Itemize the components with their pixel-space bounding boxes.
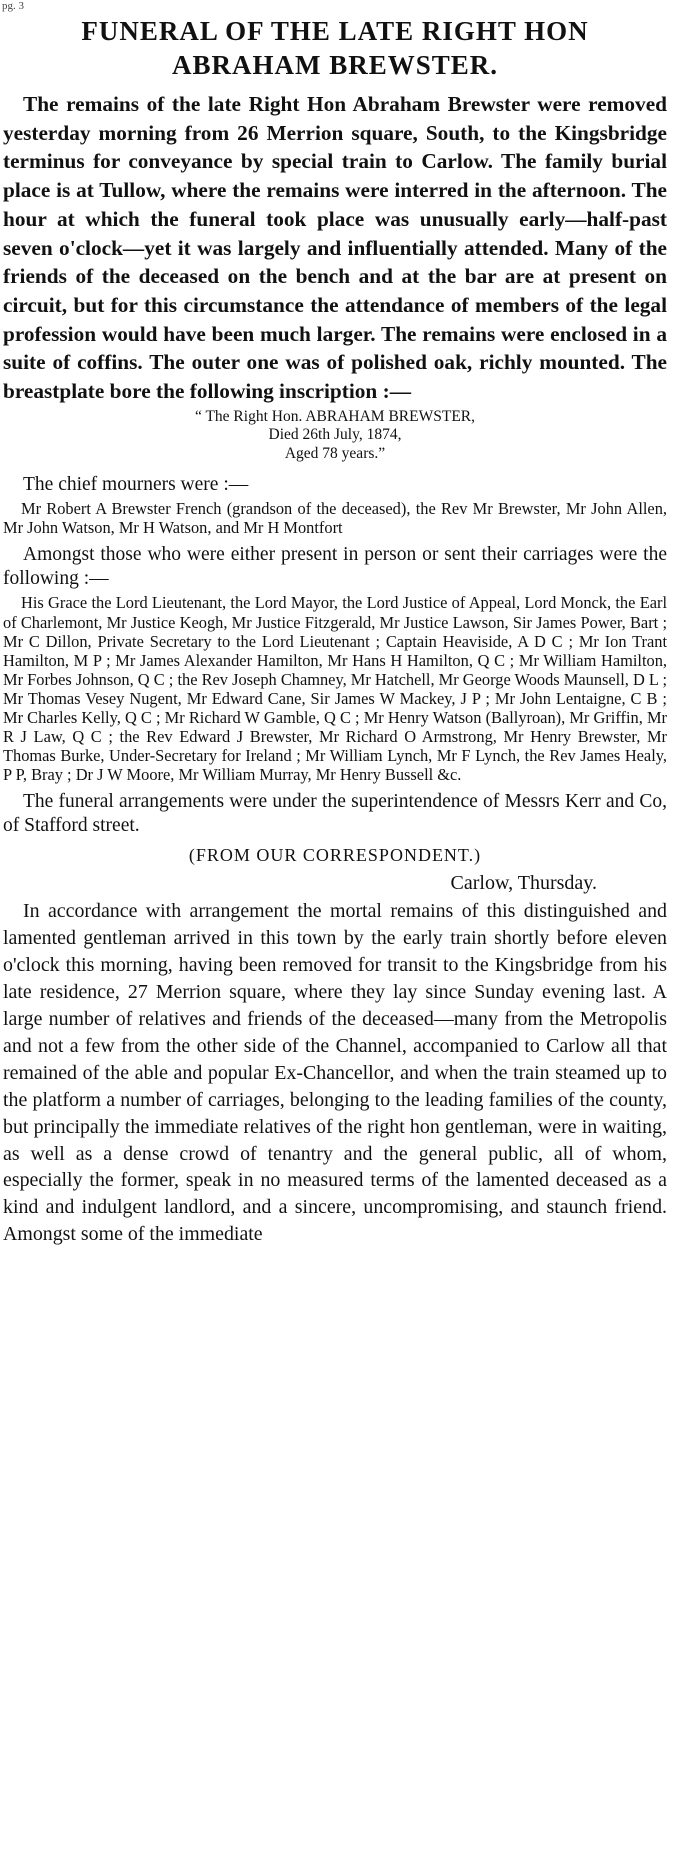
chief-mourners-heading: The chief mourners were :— [23,474,249,496]
attendees-list: His Grace the Lord Lieutenant, the Lord Mayor, the Lord Justice of Appeal, Lord Monck, the Earl of Charlemont, Mr Justice Keogh, Mr Justice Fitzgerald, Mr Justice Lawson, Sir James Power, Bart ; Mr C Dillon, Private Secretary to the Lord Lieutenant ; Captain Heaviside, A D C ; Mr Ion Trant Hamilton, M P ; Mr James Alexander Hamilton, Mr Hans H Hamilton, Q C ; Mr William Hamilton, Mr Forbes Johnson, Q C ; the Rev Joseph Chamney, Mr Hatchell, Mr George Woods Maunsell, D L ; Mr Thomas Vesey Nugent, Mr Edward Cane, Sir James W Mackey, J P ; Mr John Lentaigne, C B ; Mr Charles Kelly, Q C ; Mr Richard W Gamble, Q C ; Mr Henry Watson (Ballyroan), Mr Griffin, Mr R J Law, Q C ; the Rev Edward J Brewster, Mr Richard O Armstrong, Mr Henry Brewster, Mr Thomas Burke, Under-Secretary for Ireland ; Mr William Lynch, Mr F Lynch, the Rev James Healy, P P, Bray ; Dr J W Moore, Mr William Murray, Mr Henry Bussell &c. [3,593,667,785]
paragraph-removal-of-remains: The remains of the late Right Hon Abraham Brewster were removed yesterday morning from 26 Merrion square, South, to the Kingsbridge terminus for conveyance by special train to Carlow. The family burial place is at Tullow, where the remains were interred in the afternoon. The hour at which the funeral took place was unusually early—half-past seven o'clock—yet it was largely and influentially attended. Many of the friends of the deceased on the bench and at the bar are at present on circuit, but for this circumstance the attendance of members of the legal profession would have been much larger. The remains were enclosed in a suite of coffins. The outer one was of polished oak, richly mounted. The breastplate bore the following inscription :— [3,92,667,404]
correspondent-byline: (FROM OUR CORRESPONDENT.) [188,845,482,866]
attendees-heading: Amongst those who were either present in person or sent their carriages were the following :— [3,544,667,590]
funeral-arrangements: The funeral arrangements were under the superintendence of Messrs Kerr and Co, of Stafford street. [3,791,667,837]
inscription-line-2: Died 26th July, 1874, [268,426,402,444]
page-label: pg. 3 [2,0,24,12]
headline-line-1: FUNERAL OF THE LATE RIGHT HON [81,16,589,46]
headline-line-2: ABRAHAM BREWSTER. [171,50,499,80]
inscription-line-1: “ The Right Hon. ABRAHAM BREWSTER, [194,407,475,425]
chief-mourners-list: Mr Robert A Brewster French (grandson of the deceased), the Rev Mr Brewster, Mr John Allen, Mr John Watson, Mr H Watson, and Mr H Montfort [3,499,667,538]
inscription-line-3: Aged 78 years.” [284,444,386,462]
paragraph-arrival-at-carlow: In accordance with arrangement the mortal remains of this distinguished and lamented gentleman arrived in this town by the early train shortly before eleven o'clock this morning, having been removed for transit to the Kingsbridge from his late residence, 27 Merrion square, where they lay since Sunday evening last. A large number of relatives and friends of the deceased—many from the Metropolis and not a few from the other side of the Channel, accompanied to Carlow all that remained of the able and popular Ex-Chancellor, and when the train steamed up to the platform a number of carriages, belonging to the leading families of the county, but principally the immediate relatives of the right hon gentleman, were in waiting, as well as a dense crowd of tenantry and the general public, all of whom, especially the former, speak in no measured terms of the lamented deceased as a kind and indulgent landlord, and a sincere, uncompromising, and staunch friend. Amongst some of the immediate [3,900,667,1246]
breastplate-inscription [3,408,667,464]
dateline: Carlow, Thursday. [450,872,597,895]
headline [3,0,667,82]
